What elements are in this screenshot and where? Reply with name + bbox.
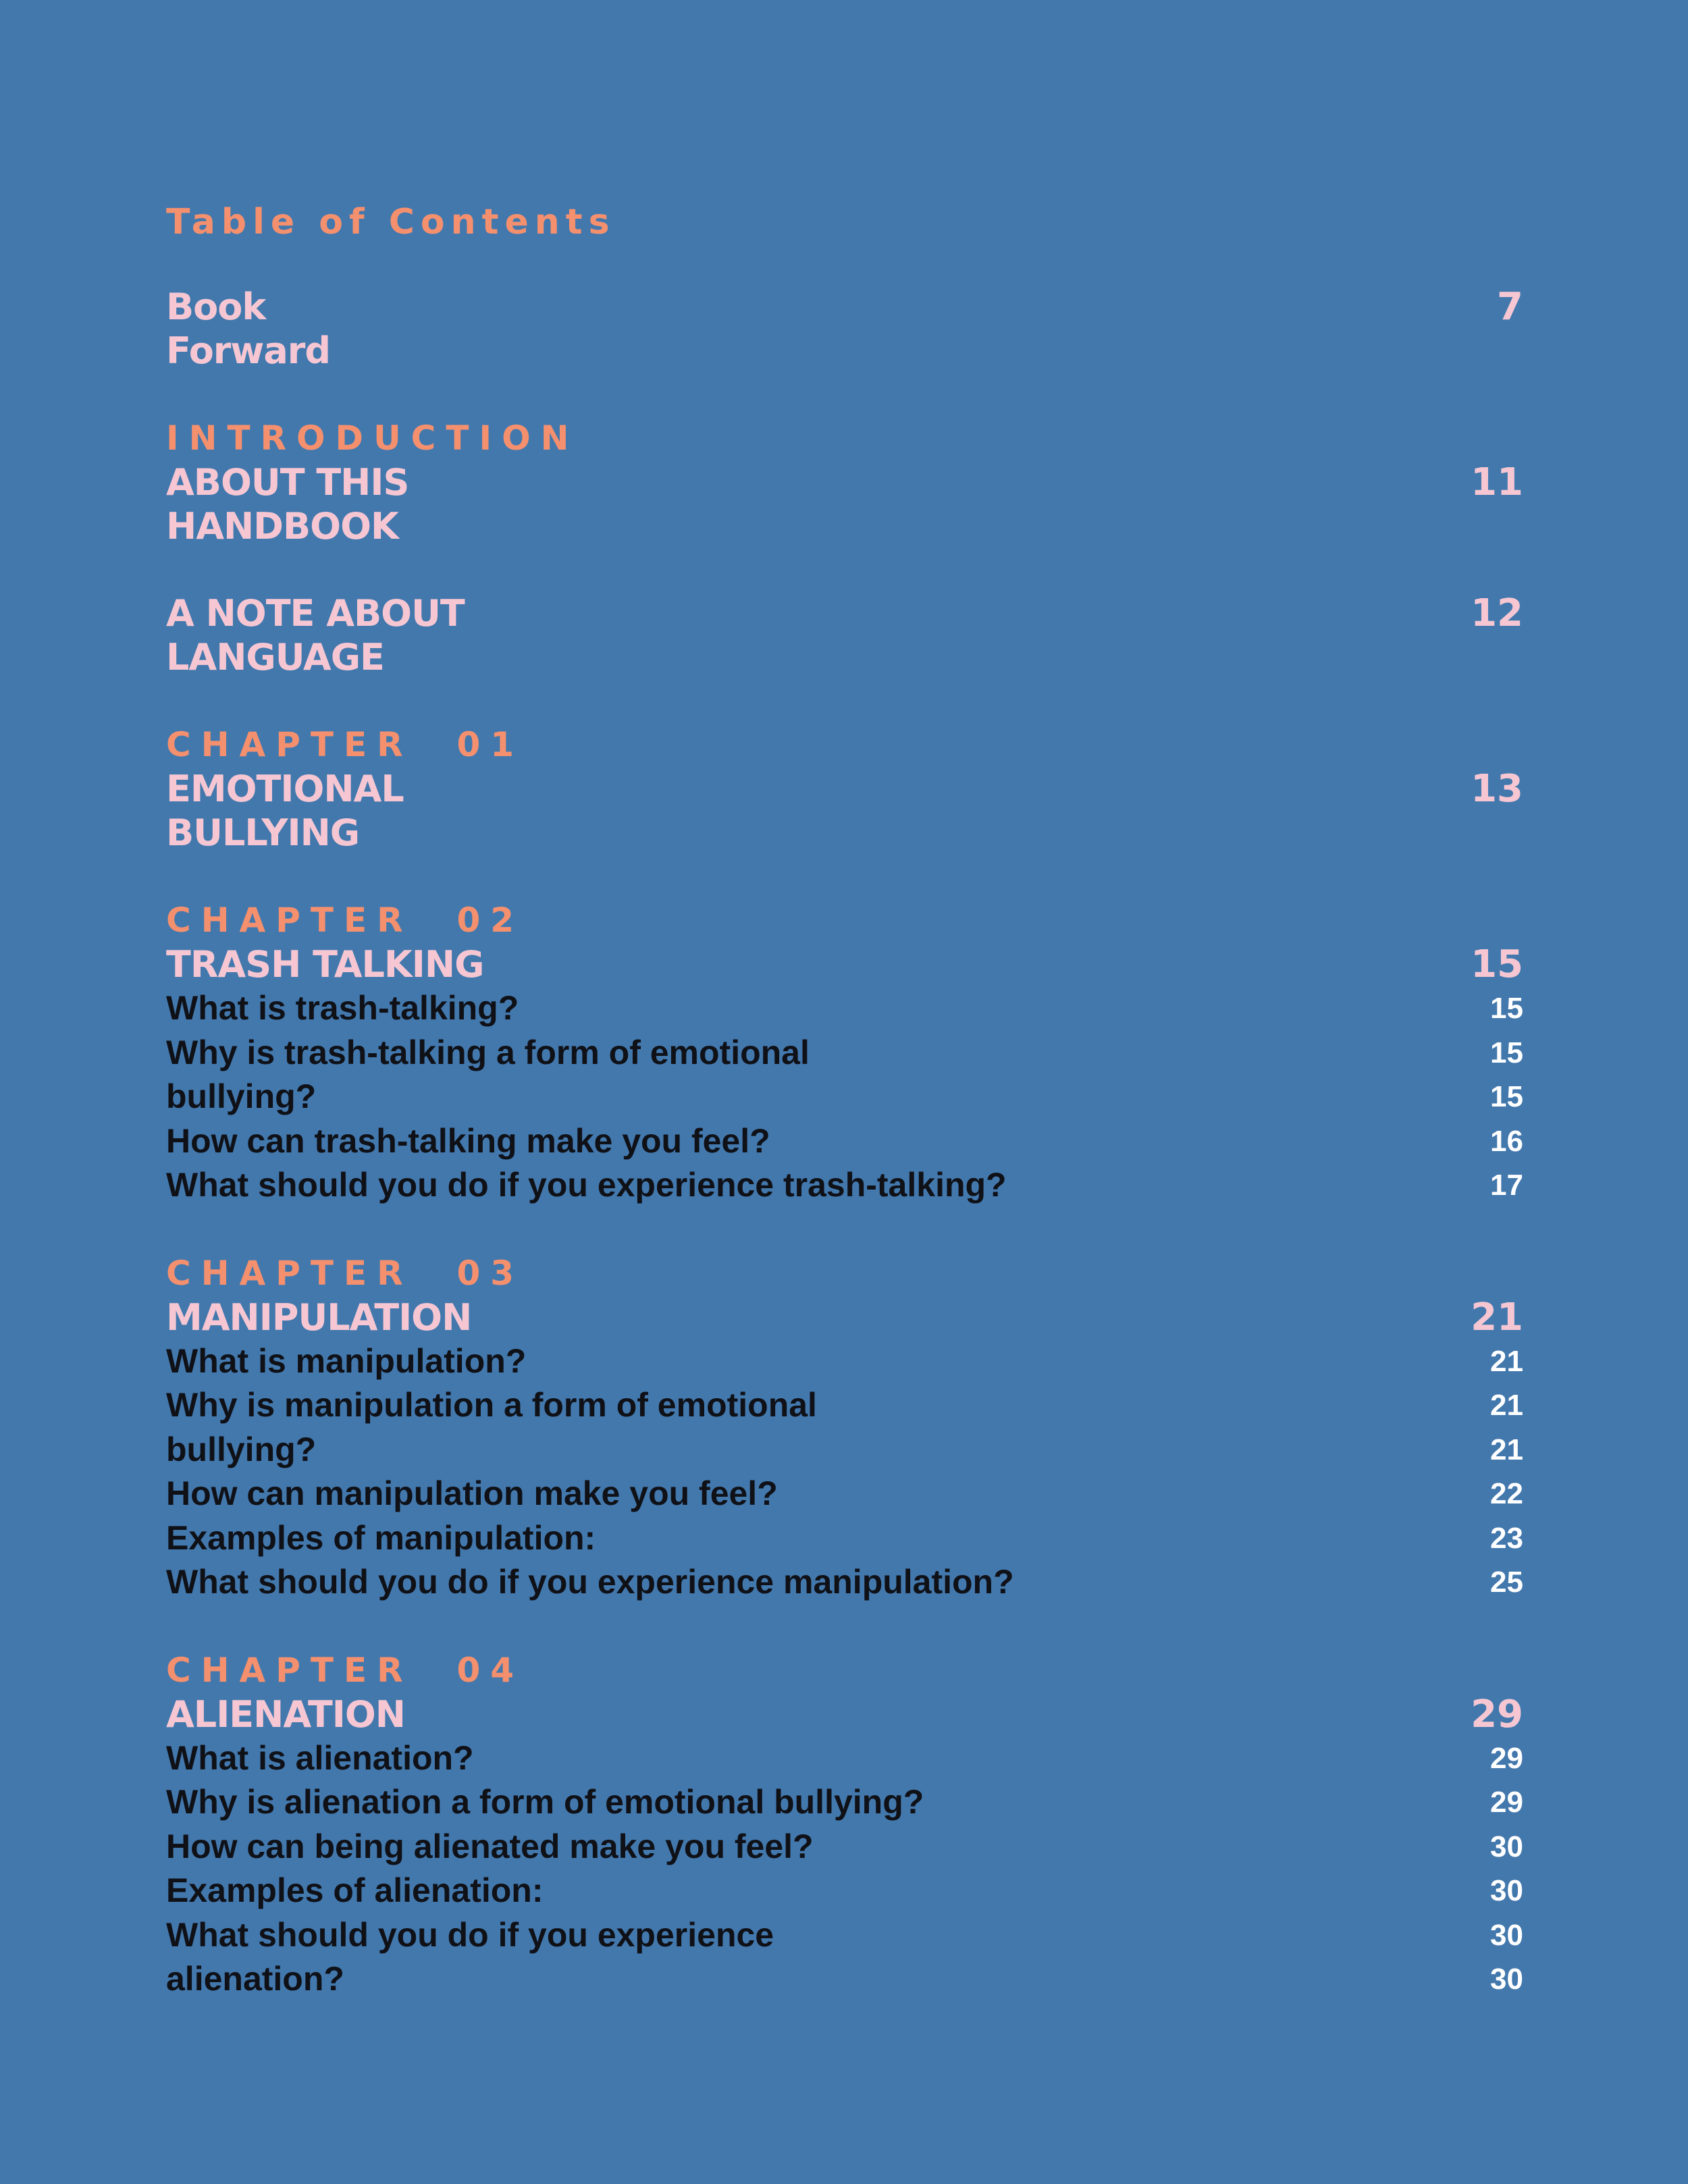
subentry-page-number: 15 xyxy=(1490,992,1523,1025)
subentry-pages xyxy=(1490,986,1523,1031)
subentry-page-number: 30 xyxy=(1490,1918,1523,1952)
toc-subentry[interactable] xyxy=(166,1736,1523,1781)
section-page-number: 12 xyxy=(1471,591,1523,635)
chapter-label: CHAPTER 03 xyxy=(166,1253,525,1293)
subentry-page-number: 30 xyxy=(1490,1874,1523,1907)
subentry-page-number: 15 xyxy=(1490,1080,1523,1113)
toc-subentry[interactable] xyxy=(166,1825,1523,1869)
subentry-text: What should you do if you experience trash-talking? xyxy=(166,1166,1007,1204)
subentry-page-number: 29 xyxy=(1490,1786,1523,1819)
subentry-pages xyxy=(1490,1119,1523,1164)
subentry-pages xyxy=(1490,1472,1523,1516)
subentry-page-number: 25 xyxy=(1490,1566,1523,1599)
toc-entry[interactable] xyxy=(166,591,1523,679)
toc-entry[interactable] xyxy=(166,460,1523,548)
subentry-pages xyxy=(1490,1825,1523,1869)
subentry-page-number: 23 xyxy=(1490,1521,1523,1555)
subentry-pages xyxy=(1490,1339,1523,1384)
toc-section xyxy=(166,285,1523,373)
section-heading: ABOUT THIS HANDBOOK xyxy=(166,461,409,548)
toc-section xyxy=(166,898,1523,1208)
chapter-label: CHAPTER 04 xyxy=(166,1650,525,1690)
subentry-page-number: 30 xyxy=(1490,1963,1523,1996)
section-heading: A NOTE ABOUT LANGUAGE xyxy=(166,592,465,678)
section-page-number: 29 xyxy=(1471,1692,1523,1736)
toc-subentry[interactable] xyxy=(166,1119,1523,1164)
toc-subentry[interactable] xyxy=(166,1383,1523,1472)
subentry-text: Why is manipulation a form of emotional bullying? xyxy=(166,1386,817,1468)
chapter-label: INTRODUCTION xyxy=(166,419,579,458)
subentry-page-number: 21 xyxy=(1490,1389,1523,1422)
subentry-pages xyxy=(1490,1736,1523,1781)
subentry-page-number: 21 xyxy=(1490,1344,1523,1378)
toc-entry[interactable] xyxy=(166,1693,1523,1736)
subentry-text: Why is trash-talking a form of emotional bullying? xyxy=(166,1033,810,1115)
subentry-pages xyxy=(1490,1913,1523,2002)
toc-subentry[interactable] xyxy=(166,1913,1523,2002)
subentry-text: How can being alienated make you feel? xyxy=(166,1827,814,1865)
toc-section xyxy=(166,1251,1523,1605)
section-page-number: 11 xyxy=(1471,460,1523,504)
subentry-text: Examples of alienation: xyxy=(166,1871,544,1909)
toc-title: Table of Contents xyxy=(166,202,616,242)
subentry-pages xyxy=(1490,1560,1523,1605)
subentry-text: What is alienation? xyxy=(166,1738,474,1777)
section-page-number: 7 xyxy=(1497,285,1523,329)
toc-entry[interactable] xyxy=(166,1296,1523,1339)
subentry-text: Why is alienation a form of emotional bullying? xyxy=(166,1783,924,1821)
table-of-contents xyxy=(166,200,1523,2002)
subentry-page-number: 17 xyxy=(1490,1169,1523,1202)
subentry-pages xyxy=(1490,1163,1523,1208)
toc-entry[interactable] xyxy=(166,767,1523,855)
chapter-label: CHAPTER 01 xyxy=(166,725,525,764)
subentry-page-number: 16 xyxy=(1490,1124,1523,1158)
subentry-text: What is manipulation? xyxy=(166,1341,527,1380)
toc-subentry[interactable] xyxy=(166,1339,1523,1384)
section-page-number: 21 xyxy=(1471,1295,1523,1339)
subentry-page-number: 30 xyxy=(1490,1830,1523,1863)
subentry-text: How can trash-talking make you feel? xyxy=(166,1121,770,1160)
section-heading: ALIENATION xyxy=(166,1693,405,1736)
subentry-text: Examples of manipulation: xyxy=(166,1518,596,1557)
subentry-text: How can manipulation make you feel? xyxy=(166,1474,778,1512)
subentry-pages xyxy=(1490,1383,1523,1472)
toc-subentry[interactable] xyxy=(166,1560,1523,1605)
subentry-pages xyxy=(1490,1869,1523,1913)
toc-subentry[interactable] xyxy=(166,1869,1523,1913)
toc-section xyxy=(166,1648,1523,2002)
section-heading: MANIPULATION xyxy=(166,1296,472,1339)
toc-section xyxy=(166,416,1523,548)
section-heading: Book Forward xyxy=(166,286,331,372)
subentry-page-number: 21 xyxy=(1490,1433,1523,1466)
subentry-text: What should you do if you experience manipulation? xyxy=(166,1563,1014,1601)
subentry-text: What is trash-talking? xyxy=(166,989,519,1027)
toc-sections xyxy=(166,285,1523,2002)
toc-entry[interactable] xyxy=(166,942,1523,986)
subentry-page-number: 29 xyxy=(1490,1741,1523,1775)
section-page-number: 15 xyxy=(1471,942,1523,986)
chapter-label: CHAPTER 02 xyxy=(166,901,525,940)
toc-section xyxy=(166,722,1523,855)
subentry-pages xyxy=(1490,1031,1523,1119)
toc-subentry[interactable] xyxy=(166,1780,1523,1825)
subentry-page-number: 22 xyxy=(1490,1477,1523,1510)
toc-section xyxy=(166,591,1523,679)
toc-subentry[interactable] xyxy=(166,1031,1523,1119)
section-page-number: 13 xyxy=(1471,767,1523,811)
toc-subentry[interactable] xyxy=(166,1163,1523,1208)
section-heading: EMOTIONAL BULLYING xyxy=(166,768,404,854)
subentry-pages xyxy=(1490,1516,1523,1561)
toc-subentry[interactable] xyxy=(166,1516,1523,1561)
section-heading: TRASH TALKING xyxy=(166,943,484,986)
subentry-page-number: 15 xyxy=(1490,1036,1523,1069)
toc-subentry[interactable] xyxy=(166,1472,1523,1516)
subentry-text: What should you do if you experience alienation? xyxy=(166,1915,774,1998)
subentry-pages xyxy=(1490,1780,1523,1825)
toc-subentry[interactable] xyxy=(166,986,1523,1031)
toc-entry[interactable] xyxy=(166,285,1523,373)
